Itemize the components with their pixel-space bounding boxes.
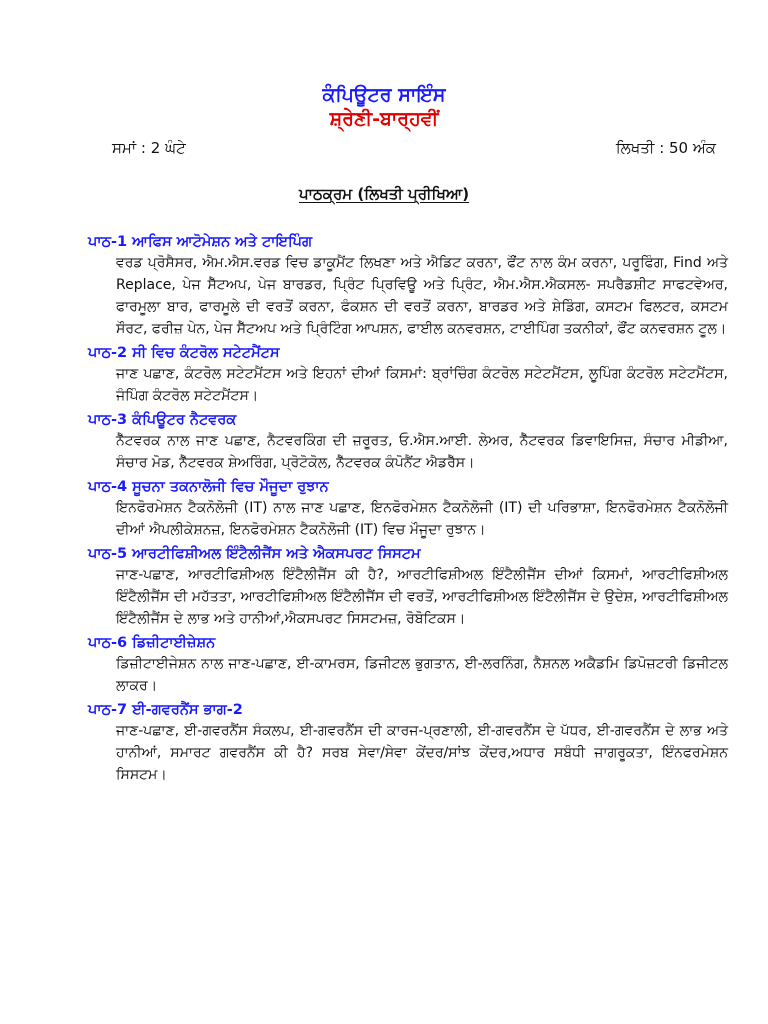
chapter-3 — [88, 410, 728, 474]
chapter-body: ਜਾਣ ਪਛਾਣ, ਕੰਟਰੋਲ ਸਟੇਟਮੈਂਟਸ ਅਤੇ ਇਹਨਾਂ ਦੀਆਂ ਕਿਸਮਾਂ: ਬ੍ਰਾਂਚਿੰਗ ਕੰਟਰੋਲ ਸਟੇਟਮੈਂਟਸ, ਲੂਪਿੰਗ ਕੰਟਰੋਲ ਸਟੇਟਮੈਂਟਸ, ਜੰਪਿੰਗ ਕੰਟਰੋਲ ਸਟੇਟਮੈਂਟਸ। — [116, 366, 728, 404]
chapter-title: ਪਾਠ-7 ਈ-ਗਵਰਨੈਂਸ ਭਾਗ-2 — [88, 702, 243, 718]
chapter-title: ਪਾਠ-6 ਡਿਜ਼ੀਟਾਈਜ਼ੇਸ਼ਨ — [88, 635, 216, 651]
chapter-6 — [88, 633, 728, 697]
chapter-body: ਨੈੱਟਵਰਕ ਨਾਲ ਜਾਣ ਪਛਾਣ, ਨੈਟਵਰਕਿੰਗ ਦੀ ਜ਼ਰੂਰਤ, ਓ.ਐਸ.ਆਈ. ਲੇਅਰ, ਨੈੱਟਵਰਕ ਡਿਵਾਇਸਿਜ਼, ਸੰਚਾਰ ਮੀਡੀਆ, ਸੰਚਾਰ ਮੋਡ, ਨੈੱਟਵਰਕ ਸ਼ੇਅਰਿੰਗ, ਪ੍ਰੋਟੋਕੋਲ, ਨੈੱਟਵਰਕ ਕੰਪੋਨੈਂਟ ਐਡਰੈੱਸ। — [116, 433, 728, 471]
exam-marks: ਲਿਖਤੀ : 50 ਅੰਕ — [615, 139, 716, 157]
chapter-title: ਪਾਠ-4 ਸੂਚਨਾ ਤਕਨਾਲੋਜੀ ਵਿਚ ਮੌਜੂਦਾ ਰੁਝਾਨ — [88, 479, 329, 495]
chapter-title: ਪਾਠ-2 ਸੀ ਵਿਚ ਕੰਟਰੋਲ ਸਟੇਟਮੈਂਟਸ — [88, 345, 280, 361]
chapter-title: ਪਾਠ-5 ਆਰਟੀਫਿਸ਼ੀਅਲ ਇੰਟੈਲੀਜੈਂਸ ਅਤੇ ਐਕਸਪਰਟ ਸਿਸਟਮ — [88, 546, 421, 562]
chapter-body: ਜਾਣ-ਪਛਾਣ, ਈ-ਗਵਰਨੈਂਸ ਸੰਕਲਪ, ਈ-ਗਵਰਨੈਂਸ ਦੀ ਕਾਰਜ-ਪ੍ਰਣਾਲੀ, ਈ-ਗਵਰਨੈਂਸ ਦੇ ਪੱਧਰ, ਈ-ਗਵਰਨੈਂਸ ਦੇ ਲਾਭ ਅਤੇ ਹਾਨੀਆਂ, ਸਮਾਰਟ ਗਵਰਨੈਂਸ ਕੀ ਹੈ? ਸਰਬ ਸੇਵਾ/ਸੇਵਾ ਕੇਂਦਰ/ਸਾਂਝ ਕੇਂਦਰ,ਅਧਾਰ ਸਬੰਧੀ ਜਾਗਰੂਕਤਾ, ਇੰਨਫਰਮੇਸ਼ਨ ਸਿਸਟਮ। — [116, 723, 728, 783]
syllabus-heading — [0, 185, 768, 203]
chapter-body: ਜਾਣ-ਪਛਾਣ, ਆਰਟੀਫਿਸ਼ੀਅਲ ਇੰਟੈਲੀਜੈਂਸ ਕੀ ਹੈ?, ਆਰਟੀਫਿਸ਼ੀਅਲ ਇੰਟੈਲੀਜੈਂਸ ਦੀਆਂ ਕਿਸਮਾਂ, ਆਰਟੀਫਿਸ਼ੀਅਲ ਇੰਟੈਲੀਜੈਂਸ ਦੀ ਮਹੱਤਤਾ, ਆਰਟੀਫਿਸ਼ੀਅਲ ਇੰਟੈਲੀਜੈਂਸ ਦੀ ਵਰਤੋਂ, ਆਰਟੀਫਿਸ਼ੀਅਲ ਇੰਟੈਲੀਜੈਂਸ ਦੇ ਉਦੇਸ਼, ਆਰਟੀਫਿਸ਼ੀਅਲ ਇੰਟੈਲੀਜੈਂਸ ਦੇ ਲਾਭ ਅਤੇ ਹਾਨੀਆਂ,ਐਕਸਪਰਟ ਸਿਸਟਮਜ਼, ਰੋਬੋਟਿਕਸ। — [116, 567, 728, 627]
chapter-7 — [88, 700, 728, 786]
chapter-title: ਪਾਠ-1 ਆਫਿਸ ਆਟੋਮੇਸ਼ਨ ਅਤੇ ਟਾਇਪਿੰਗ — [88, 234, 313, 250]
chapter-2 — [88, 343, 728, 407]
chapter-body: ਇਨਫੋਰਮੇਸ਼ਨ ਟੈਕਨੋਲੋਜੀ (IT) ਨਾਲ ਜਾਣ ਪਛਾਣ, ਇਨਫੋਰਮੇਸ਼ਨ ਟੈਕਨੋਲੋਜੀ (IT) ਦੀ ਪਰਿਭਾਸ਼ਾ, ਇਨਫੋਰਮੇਸ਼ਨ ਟੈਕਨੋਲੋਜੀ ਦੀਆਂ ਐਪਲੀਕੇਸ਼ਨਜ਼, ਇਨਫੋਰਮੇਸ਼ਨ ਟੈਕਨੋਲੋਜੀ (IT) ਵਿਚ ਮੌਜੂਦਾ ਰੁਝਾਨ। — [116, 500, 728, 538]
chapter-body: ਵਰਡ ਪ੍ਰੋਸੈਸਰ, ਐਮ.ਐਸ.ਵਰਡ ਵਿਚ ਡਾਕੂਮੈਂਟ ਲਿਖਣਾ ਅਤੇ ਐਡਿਟ ਕਰਨਾ, ਫੌਂਟ ਨਾਲ ਕੰਮ ਕਰਨਾ, ਪਰੂਫਿੰਗ, Find ਅਤੇ Replace, ਪੇਜ ਸੈੱਟਅਪ, ਪੇਜ ਬਾਰਡਰ, ਪ੍ਰਿੰਟ ਪ੍ਰਿਵਿਊ ਅਤੇ ਪ੍ਰਿੰਟ, ਐਮ.ਐਸ.ਐਕਸਲ- ਸਪਰੈਡਸ਼ੀਟ ਸਾਫਟਵੇਅਰ, ਫਾਰਮੂਲਾ ਬਾਰ, ਫਾਰਮੂਲੇ ਦੀ ਵਰਤੋਂ ਕਰਨਾ, ਫੰਕਸ਼ਨ ਦੀ ਵਰਤੋਂ ਕਰਨਾ, ਬਾਰਡਰ ਅਤੇ ਸ਼ੇਡਿੰਗ, ਕਸਟਮ ਫਿਲਟਰ, ਕਸਟਮ ਸੌਰਟ, ਫਰੀਜ਼ ਪੇਨ, ਪੇਜ ਸੈੱਟਅਪ ਅਤੇ ਪ੍ਰਿੰਟਿੰਗ ਆਪਸ਼ਨ, ਫਾਈਲ ਕਨਵਰਸ਼ਨ, ਟਾਈਪਿੰਗ ਤਕਨੀਕਾਂ, ਫੌਂਟ ਕਨਵਰਸ਼ਨ ਟੂਲ। — [116, 255, 728, 337]
syllabus-heading-text: ਪਾਠਕ੍ਰਮ (ਲਿਖਤੀ ਪ੍ਰੀਖਿਆ) — [298, 185, 470, 203]
chapter-list — [88, 232, 728, 786]
chapter-5 — [88, 544, 728, 630]
chapter-title: ਪਾਠ-3 ਕੰਪਿਊਟਰ ਨੈਟਵਰਕ — [88, 412, 237, 428]
chapter-1 — [88, 232, 728, 340]
chapter-4 — [88, 477, 728, 541]
chapter-body: ਡਿਜ਼ੀਟਾਈਜੇਸ਼ਨ ਨਾਲ ਜਾਣ-ਪਛਾਣ, ਈ-ਕਾਮਰਸ, ਡਿਜੀਟਲ ਭੁਗਤਾਨ, ਈ-ਲਰਨਿੰਗ, ਨੈਸ਼ਨਲ ਅਕੈਡਮਿ ਡਿਪੋਜ਼ਟਰੀ ਡਿਜੀਟਲ ਲਾਕਰ। — [116, 656, 728, 694]
document-title: ਕੰਪਿਊਟਰ ਸਾਇੰਸ — [322, 84, 446, 106]
exam-time: ਸਮਾਂ : 2 ਘੰਟੇ — [112, 139, 186, 157]
class-label: ਸ਼੍ਰੇਣੀ-ਬਾਰ੍ਹਵੀਂ — [329, 108, 439, 130]
